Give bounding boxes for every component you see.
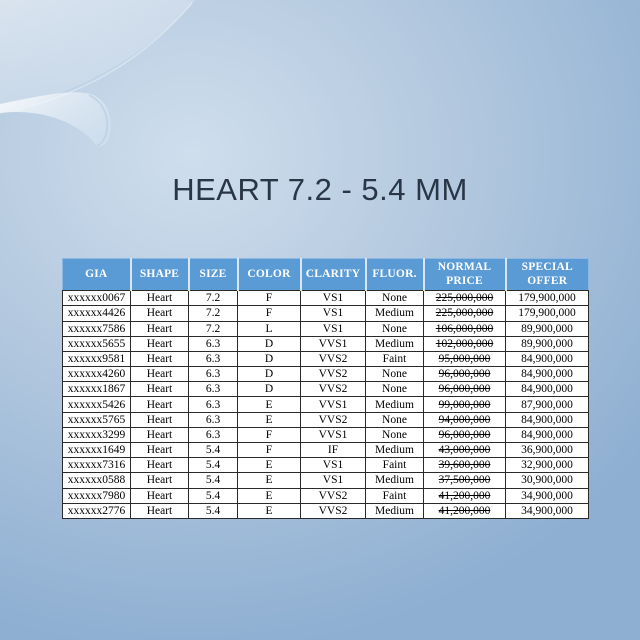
cell-color: F <box>238 291 301 306</box>
cell-normal-price: 106,000,000 <box>424 321 506 336</box>
cell-size: 6.3 <box>189 351 238 366</box>
cell-fluor: None <box>366 367 424 382</box>
cell-shape: Heart <box>131 503 189 518</box>
cell-gia: xxxxxx4426 <box>63 306 131 321</box>
cell-clarity: VVS2 <box>301 382 366 397</box>
cell-color: L <box>238 321 301 336</box>
cell-color: E <box>238 412 301 427</box>
swirl-wing-shadow <box>89 95 107 146</box>
cell-size: 6.3 <box>189 397 238 412</box>
cell-special-offer: 30,900,000 <box>506 473 589 488</box>
column-header-gia: GIA <box>63 259 131 291</box>
price-table-header <box>63 259 589 291</box>
cell-special-offer: 34,900,000 <box>506 503 589 518</box>
cell-fluor: Faint <box>366 351 424 366</box>
cell-color: F <box>238 443 301 458</box>
cell-shape: Heart <box>131 321 189 336</box>
cell-normal-price: 102,000,000 <box>424 336 506 351</box>
cell-normal-price: 96,000,000 <box>424 367 506 382</box>
cell-shape: Heart <box>131 412 189 427</box>
cell-color: E <box>238 488 301 503</box>
cell-shape: Heart <box>131 382 189 397</box>
table-row <box>63 382 589 397</box>
table-row <box>63 473 589 488</box>
cell-size: 6.3 <box>189 427 238 442</box>
column-header-fluor: FLUOR. <box>366 259 424 291</box>
cell-normal-price: 99,000,000 <box>424 397 506 412</box>
cell-gia: xxxxxx0588 <box>63 473 131 488</box>
cell-gia: xxxxxx5765 <box>63 412 131 427</box>
cell-normal-price: 96,000,000 <box>424 427 506 442</box>
table-row <box>63 488 589 503</box>
cell-clarity: VVS2 <box>301 488 366 503</box>
cell-gia: xxxxxx0067 <box>63 291 131 306</box>
cell-special-offer: 87,900,000 <box>506 397 589 412</box>
cell-fluor: None <box>366 321 424 336</box>
cell-shape: Heart <box>131 458 189 473</box>
cell-fluor: Medium <box>366 306 424 321</box>
cell-clarity: VVS1 <box>301 397 366 412</box>
cell-clarity: VVS2 <box>301 367 366 382</box>
cell-special-offer: 179,900,000 <box>506 291 589 306</box>
cell-color: D <box>238 351 301 366</box>
cell-clarity: VVS1 <box>301 427 366 442</box>
cell-gia: xxxxxx5426 <box>63 397 131 412</box>
cell-size: 6.3 <box>189 412 238 427</box>
cell-clarity: VS1 <box>301 306 366 321</box>
column-header-normal-price: NORMAL PRICE <box>424 259 506 291</box>
cell-special-offer: 84,900,000 <box>506 351 589 366</box>
cell-fluor: Medium <box>366 473 424 488</box>
table-row <box>63 503 589 518</box>
cell-color: E <box>238 503 301 518</box>
cell-size: 6.3 <box>189 336 238 351</box>
cell-clarity: VVS2 <box>301 412 366 427</box>
column-header-clarity: CLARITY <box>301 259 366 291</box>
cell-color: F <box>238 306 301 321</box>
cell-normal-price: 95,000,000 <box>424 351 506 366</box>
cell-shape: Heart <box>131 351 189 366</box>
page-title: HEART 7.2 - 5.4 MM <box>172 172 468 207</box>
cell-special-offer: 89,900,000 <box>506 321 589 336</box>
cell-color: E <box>238 473 301 488</box>
cell-special-offer: 84,900,000 <box>506 412 589 427</box>
table-row <box>63 351 589 366</box>
cell-shape: Heart <box>131 291 189 306</box>
table-row <box>63 412 589 427</box>
cell-color: D <box>238 367 301 382</box>
abstract-swirl-icon <box>0 0 340 270</box>
cell-size: 6.3 <box>189 367 238 382</box>
cell-clarity: VVS1 <box>301 336 366 351</box>
column-header-shape: SHAPE <box>131 259 189 291</box>
cell-normal-price: 43,000,000 <box>424 443 506 458</box>
cell-shape: Heart <box>131 367 189 382</box>
price-table-body <box>63 291 589 519</box>
cell-normal-price: 94,000,000 <box>424 412 506 427</box>
column-header-special-offer: SPECIAL OFFER <box>506 259 589 291</box>
cell-special-offer: 32,900,000 <box>506 458 589 473</box>
cell-shape: Heart <box>131 427 189 442</box>
table-row <box>63 427 589 442</box>
cell-clarity: VS1 <box>301 291 366 306</box>
cell-color: D <box>238 382 301 397</box>
cell-fluor: Faint <box>366 488 424 503</box>
column-header-color: COLOR <box>238 259 301 291</box>
cell-special-offer: 36,900,000 <box>506 443 589 458</box>
swirl-edge-line <box>16 3 192 110</box>
cell-gia: xxxxxx3299 <box>63 427 131 442</box>
cell-size: 5.4 <box>189 503 238 518</box>
cell-clarity: VS1 <box>301 458 366 473</box>
cell-shape: Heart <box>131 473 189 488</box>
cell-special-offer: 84,900,000 <box>506 367 589 382</box>
cell-normal-price: 39,600,000 <box>424 458 506 473</box>
cell-clarity: VS1 <box>301 473 366 488</box>
cell-color: E <box>238 458 301 473</box>
cell-normal-price: 37,500,000 <box>424 473 506 488</box>
cell-size: 7.2 <box>189 306 238 321</box>
cell-size: 5.4 <box>189 443 238 458</box>
table-row <box>63 397 589 412</box>
cell-fluor: None <box>366 427 424 442</box>
cell-gia: xxxxxx1867 <box>63 382 131 397</box>
cell-clarity: VVS2 <box>301 351 366 366</box>
cell-fluor: Medium <box>366 336 424 351</box>
cell-gia: xxxxxx7316 <box>63 458 131 473</box>
cell-normal-price: 41,200,000 <box>424 488 506 503</box>
table-row <box>63 336 589 351</box>
cell-gia: xxxxxx7586 <box>63 321 131 336</box>
cell-normal-price: 41,200,000 <box>424 503 506 518</box>
swirl-wing <box>0 92 111 147</box>
cell-gia: xxxxxx2776 <box>63 503 131 518</box>
price-table <box>62 258 589 519</box>
cell-shape: Heart <box>131 488 189 503</box>
column-header-size: SIZE <box>189 259 238 291</box>
cell-special-offer: 34,900,000 <box>506 488 589 503</box>
table-row <box>63 291 589 306</box>
cell-special-offer: 179,900,000 <box>506 306 589 321</box>
cell-fluor: Medium <box>366 503 424 518</box>
cell-size: 6.3 <box>189 382 238 397</box>
header-row <box>63 259 589 291</box>
cell-fluor: Medium <box>366 397 424 412</box>
table-row <box>63 458 589 473</box>
cell-size: 7.2 <box>189 291 238 306</box>
cell-special-offer: 89,900,000 <box>506 336 589 351</box>
cell-clarity: VS1 <box>301 321 366 336</box>
cell-special-offer: 84,900,000 <box>506 382 589 397</box>
cell-size: 5.4 <box>189 473 238 488</box>
cell-fluor: None <box>366 382 424 397</box>
cell-clarity: VVS2 <box>301 503 366 518</box>
cell-fluor: None <box>366 412 424 427</box>
cell-fluor: Medium <box>366 443 424 458</box>
cell-shape: Heart <box>131 443 189 458</box>
cell-normal-price: 96,000,000 <box>424 382 506 397</box>
cell-color: E <box>238 397 301 412</box>
cell-gia: xxxxxx4260 <box>63 367 131 382</box>
cell-shape: Heart <box>131 336 189 351</box>
cell-color: D <box>238 336 301 351</box>
cell-normal-price: 225,000,000 <box>424 306 506 321</box>
cell-size: 5.4 <box>189 458 238 473</box>
cell-gia: xxxxxx1649 <box>63 443 131 458</box>
cell-size: 7.2 <box>189 321 238 336</box>
table-row <box>63 367 589 382</box>
swirl-wash <box>0 0 195 114</box>
cell-size: 5.4 <box>189 488 238 503</box>
table-row <box>63 306 589 321</box>
cell-gia: xxxxxx9581 <box>63 351 131 366</box>
cell-gia: xxxxxx5655 <box>63 336 131 351</box>
cell-shape: Heart <box>131 306 189 321</box>
table-row <box>63 321 589 336</box>
cell-fluor: None <box>366 291 424 306</box>
cell-shape: Heart <box>131 397 189 412</box>
cell-normal-price: 225,000,000 <box>424 291 506 306</box>
cell-special-offer: 84,900,000 <box>506 427 589 442</box>
cell-fluor: Faint <box>366 458 424 473</box>
table-row <box>63 443 589 458</box>
cell-gia: xxxxxx7980 <box>63 488 131 503</box>
cell-clarity: IF <box>301 443 366 458</box>
cell-color: F <box>238 427 301 442</box>
